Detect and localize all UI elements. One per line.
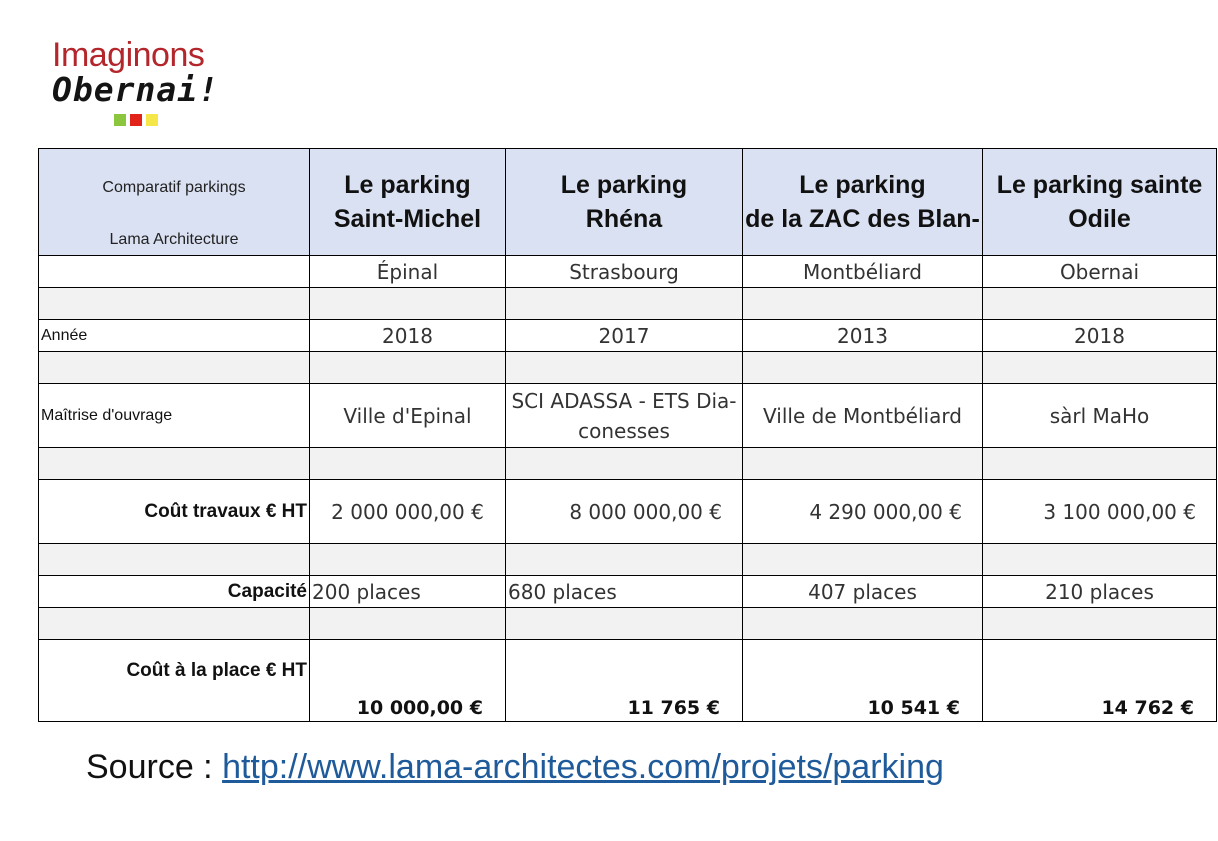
spacer-cell xyxy=(506,608,743,640)
source-line xyxy=(86,748,944,787)
spacer-cell xyxy=(506,544,743,576)
spacer-cell xyxy=(983,352,1217,384)
city-cell: Montbéliard xyxy=(743,256,983,288)
header-col-sainte-odile xyxy=(983,149,1217,256)
header-col-line1: Le parking sainte xyxy=(996,171,1203,199)
header-col-line1: Le parking xyxy=(799,171,926,199)
spacer-cell xyxy=(39,448,310,480)
table-row-spacer xyxy=(39,288,1217,320)
table-row-capacite xyxy=(39,576,1217,608)
comparison-table xyxy=(38,148,1217,722)
spacer-cell xyxy=(743,352,983,384)
table-row-maitrise xyxy=(39,384,1217,448)
spacer-cell xyxy=(983,608,1217,640)
table-row-city xyxy=(39,256,1217,288)
row-label-cout-travaux: Coût travaux € HT xyxy=(39,480,310,544)
header-col-line2: Rhéna xyxy=(585,205,663,233)
table-row-annee xyxy=(39,320,1217,352)
cout-place-cell: 10 000,00 € xyxy=(310,640,506,722)
logo-color-squares xyxy=(114,114,158,126)
logo-text-obernai: Obernai! xyxy=(52,70,219,109)
empty-cell xyxy=(39,256,310,288)
spacer-cell xyxy=(983,448,1217,480)
cout-travaux-cell: 3 100 000,00 € xyxy=(983,480,1217,544)
header-row xyxy=(39,149,1217,256)
table-row-spacer xyxy=(39,448,1217,480)
cout-place-cell: 14 762 € xyxy=(983,640,1217,722)
spacer-cell xyxy=(39,352,310,384)
spacer-cell xyxy=(506,448,743,480)
header-left-cell xyxy=(39,149,310,256)
annee-cell: 2018 xyxy=(310,320,506,352)
logo-text-imaginons: Imaginons xyxy=(52,36,205,74)
table-row-cout-place xyxy=(39,640,1217,722)
capacite-cell: 210 places xyxy=(983,576,1217,608)
table-row-spacer xyxy=(39,608,1217,640)
header-col-line1: Le parking xyxy=(344,171,471,199)
spacer-cell xyxy=(310,352,506,384)
cout-travaux-cell: 8 000 000,00 € xyxy=(506,480,743,544)
logo-square-green xyxy=(114,114,126,126)
logo-square-yellow xyxy=(146,114,158,126)
header-left-subtitle: Lama Architecture xyxy=(109,231,239,248)
spacer-cell xyxy=(743,448,983,480)
header-left-title: Comparatif parkings xyxy=(102,179,246,196)
spacer-cell xyxy=(983,544,1217,576)
maitrise-cell: Ville de Montbéliard xyxy=(743,384,983,448)
logo xyxy=(50,36,250,131)
header-col-rhena xyxy=(506,149,743,256)
spacer-cell xyxy=(39,544,310,576)
header-col-zac xyxy=(743,149,983,256)
cout-travaux-cell: 2 000 000,00 € xyxy=(310,480,506,544)
row-label-maitrise: Maîtrise d'ouvrage xyxy=(39,384,310,448)
logo-square-red xyxy=(130,114,142,126)
city-cell: Obernai xyxy=(983,256,1217,288)
header-col-line2: Saint-Michel xyxy=(333,205,482,233)
maitrise-cell: Ville d'Epinal xyxy=(310,384,506,448)
spacer-cell xyxy=(310,448,506,480)
city-cell: Strasbourg xyxy=(506,256,743,288)
table-row-spacer xyxy=(39,352,1217,384)
annee-cell: 2017 xyxy=(506,320,743,352)
city-cell: Épinal xyxy=(310,256,506,288)
spacer-cell xyxy=(39,608,310,640)
row-label-cout-place: Coût à la place € HT xyxy=(39,640,310,722)
spacer-cell xyxy=(39,288,310,320)
maitrise-line2: conesses xyxy=(578,418,670,443)
table-row-cout-travaux xyxy=(39,480,1217,544)
spacer-cell xyxy=(506,352,743,384)
cout-place-cell: 11 765 € xyxy=(506,640,743,722)
source-link[interactable]: http://www.lama-architectes.com/projets/parking xyxy=(222,748,944,786)
header-col-saint-michel xyxy=(310,149,506,256)
spacer-cell xyxy=(743,608,983,640)
source-prefix: Source : xyxy=(86,748,223,786)
cout-travaux-cell: 4 290 000,00 € xyxy=(743,480,983,544)
cout-place-cell: 10 541 € xyxy=(743,640,983,722)
spacer-cell xyxy=(310,544,506,576)
spacer-cell xyxy=(506,288,743,320)
row-label-capacite: Capacité xyxy=(39,576,310,608)
annee-cell: 2013 xyxy=(743,320,983,352)
annee-cell: 2018 xyxy=(983,320,1217,352)
spacer-cell xyxy=(310,608,506,640)
spacer-cell xyxy=(743,288,983,320)
capacite-cell: 200 places xyxy=(310,576,506,608)
header-col-line2: de la ZAC des Blan- xyxy=(745,205,980,233)
row-label-annee: Année xyxy=(39,320,310,352)
spacer-cell xyxy=(743,544,983,576)
maitrise-cell: sàrl MaHo xyxy=(983,384,1217,448)
header-col-line1: Le parking xyxy=(560,171,688,199)
maitrise-cell xyxy=(506,384,743,448)
header-col-line2: Odile xyxy=(1068,205,1131,233)
capacite-cell: 407 places xyxy=(743,576,983,608)
table-row-spacer xyxy=(39,544,1217,576)
spacer-cell xyxy=(983,288,1217,320)
maitrise-line1: SCI ADASSA - ETS Dia- xyxy=(511,388,737,413)
capacite-cell: 680 places xyxy=(506,576,743,608)
spacer-cell xyxy=(310,288,506,320)
